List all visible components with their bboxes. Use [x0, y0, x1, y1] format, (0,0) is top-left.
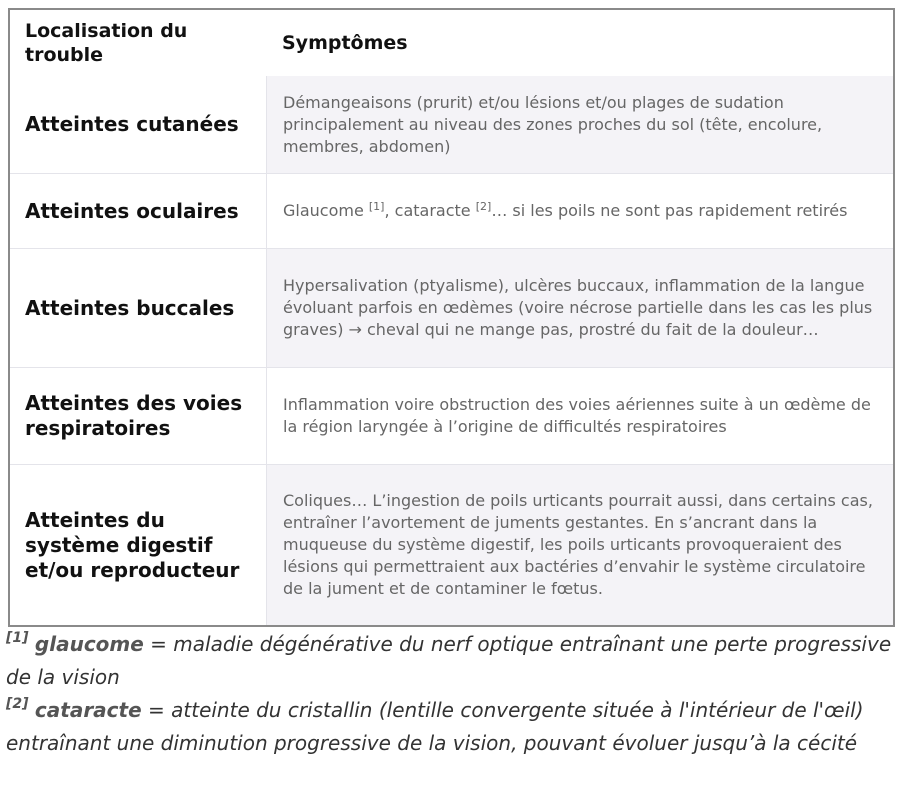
table-row: [10, 76, 893, 173]
row-symptoms: [266, 174, 893, 248]
row-symptoms: Démangeaisons (prurit) et/ou lésions et/ou plages de sudation principalement au niveau des zones proches du sol (tête, encolure, membres, abdomen): [266, 76, 893, 173]
row-label: Atteintes oculaires: [25, 198, 239, 223]
table-row: [10, 173, 893, 248]
table-row: [10, 248, 893, 367]
header-symptoms: Symptômes: [282, 32, 408, 54]
row-label: Atteintes des voies respiratoires: [25, 391, 243, 440]
footnote-1: [6, 628, 898, 694]
row-symptoms: Hypersalivation (ptyalisme), ulcères buccaux, inflammation de la langue évoluant parfois en œdèmes (voire nécrose partielle dans les cas les plus graves) → cheval qui ne mange pas, prostré du fait de la douleur…: [266, 249, 893, 367]
row-label: Atteintes buccales: [25, 295, 235, 320]
table-header-row: [10, 10, 893, 76]
table-row: [10, 367, 893, 464]
footnote-2: [6, 694, 898, 760]
table-row: [10, 464, 893, 625]
footnote-ref-1[interactable]: [1]: [368, 200, 385, 213]
footnote-ref-2[interactable]: [2]: [475, 200, 492, 213]
symptom-text: Glaucome [1], cataracte [2]… si les poils ne sont pas rapidement retirés: [283, 200, 848, 220]
row-symptoms: Coliques… L’ingestion de poils urticants pourrait aussi, dans certains cas, entraîner l’avortement de juments gestantes. En s’ancrant dans la muqueuse du système digestif, les poils urticants provoqueraient des lésions qui permettraient aux bactéries d’envahir le système circulatoire de la jument et de contaminer le fœtus.: [266, 465, 893, 625]
symptoms-table: [8, 8, 895, 627]
footnote-2-text: = atteinte du cristallin (lentille convergente située à l'intérieur de l'œil) entraînant une diminution progressive de la vision, pouvant évoluer jusqu’à la cécité: [6, 698, 864, 755]
header-location: Localisation du trouble: [25, 20, 188, 66]
footnote-2-term: cataracte: [34, 698, 142, 722]
row-label: Atteintes cutanées: [25, 112, 239, 136]
row-label: Atteintes du système digestif et/ou reproducteur: [25, 507, 240, 582]
footnote-1-text: = maladie dégénérative du nerf optique entraînant une perte progressive de la vision: [6, 632, 892, 689]
row-symptoms: Inflammation voire obstruction des voies aériennes suite à un œdème de la région laryngée à l’origine de difficultés respiratoires: [266, 368, 893, 464]
footnote-2-ref: [2]: [6, 696, 29, 712]
footnote-1-term: glaucome: [34, 632, 144, 656]
footnotes: [6, 628, 898, 760]
footnote-1-ref: [1]: [6, 630, 29, 646]
